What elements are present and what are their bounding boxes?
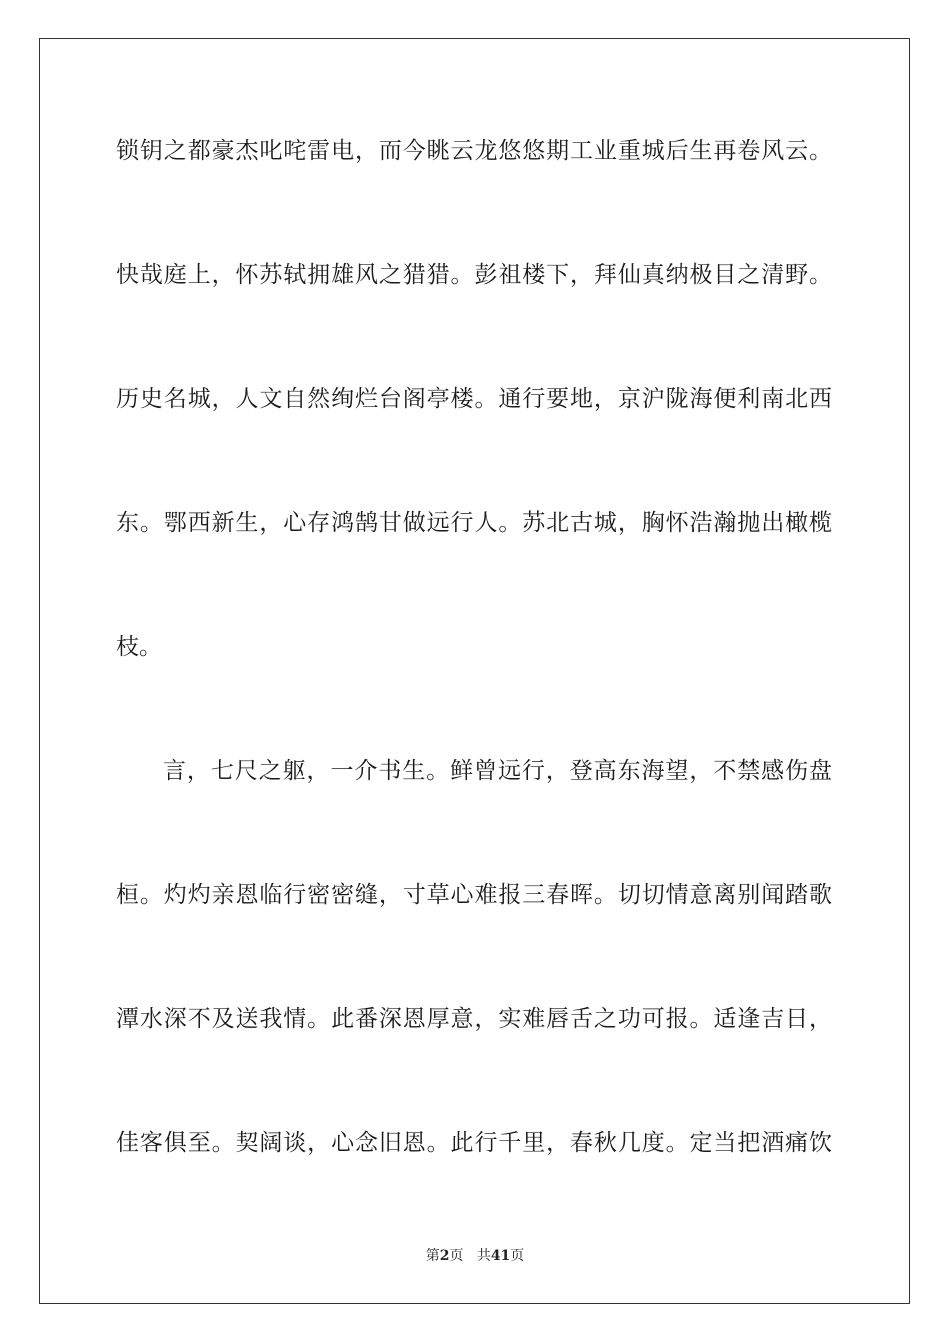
- page-prefix: 第: [425, 1248, 440, 1264]
- page-suffix: 页: [449, 1248, 464, 1264]
- body-line-9: 佳客俱至。契阔谈，心念旧恩。此行千里，春秋几度。定当把酒痛饮: [116, 1130, 832, 1156]
- total-pages: 41: [490, 1248, 511, 1264]
- body-line-1: 锁钥之都豪杰叱咤雷电，而今眺云龙悠悠期工业重城后生再卷风云。: [116, 138, 832, 164]
- body-line-2: 快哉庭上，怀苏轼拥雄风之猎猎。彭祖楼下，拜仙真纳极目之清野。: [116, 262, 832, 288]
- total-suffix: 页: [510, 1248, 525, 1264]
- body-line-3: 历史名城，人文自然绚烂台阁亭楼。通行要地，京沪陇海便利南北西: [116, 386, 832, 412]
- total-prefix: 共: [476, 1248, 491, 1264]
- body-line-4: 东。鄂西新生，心存鸿鹄甘做远行人。苏北古城，胸怀浩瀚抛出橄榄: [116, 510, 832, 536]
- body-line-6: 言，七尺之躯，一介书生。鲜曾远行，登高东海望，不禁感伤盘: [163, 758, 832, 784]
- page-frame: [39, 38, 910, 1304]
- body-line-8: 潭水深不及送我情。此番深恩厚意，实难唇舌之功可报。适逢吉日，: [116, 1006, 832, 1032]
- body-line-7: 桓。灼灼亲恩临行密密缝，寸草心难报三春晖。切切情意离别闻踏歌: [116, 882, 832, 908]
- page-footer: [0, 1246, 950, 1266]
- body-line-5: 枝。: [116, 634, 162, 660]
- page-number: 2: [439, 1248, 450, 1264]
